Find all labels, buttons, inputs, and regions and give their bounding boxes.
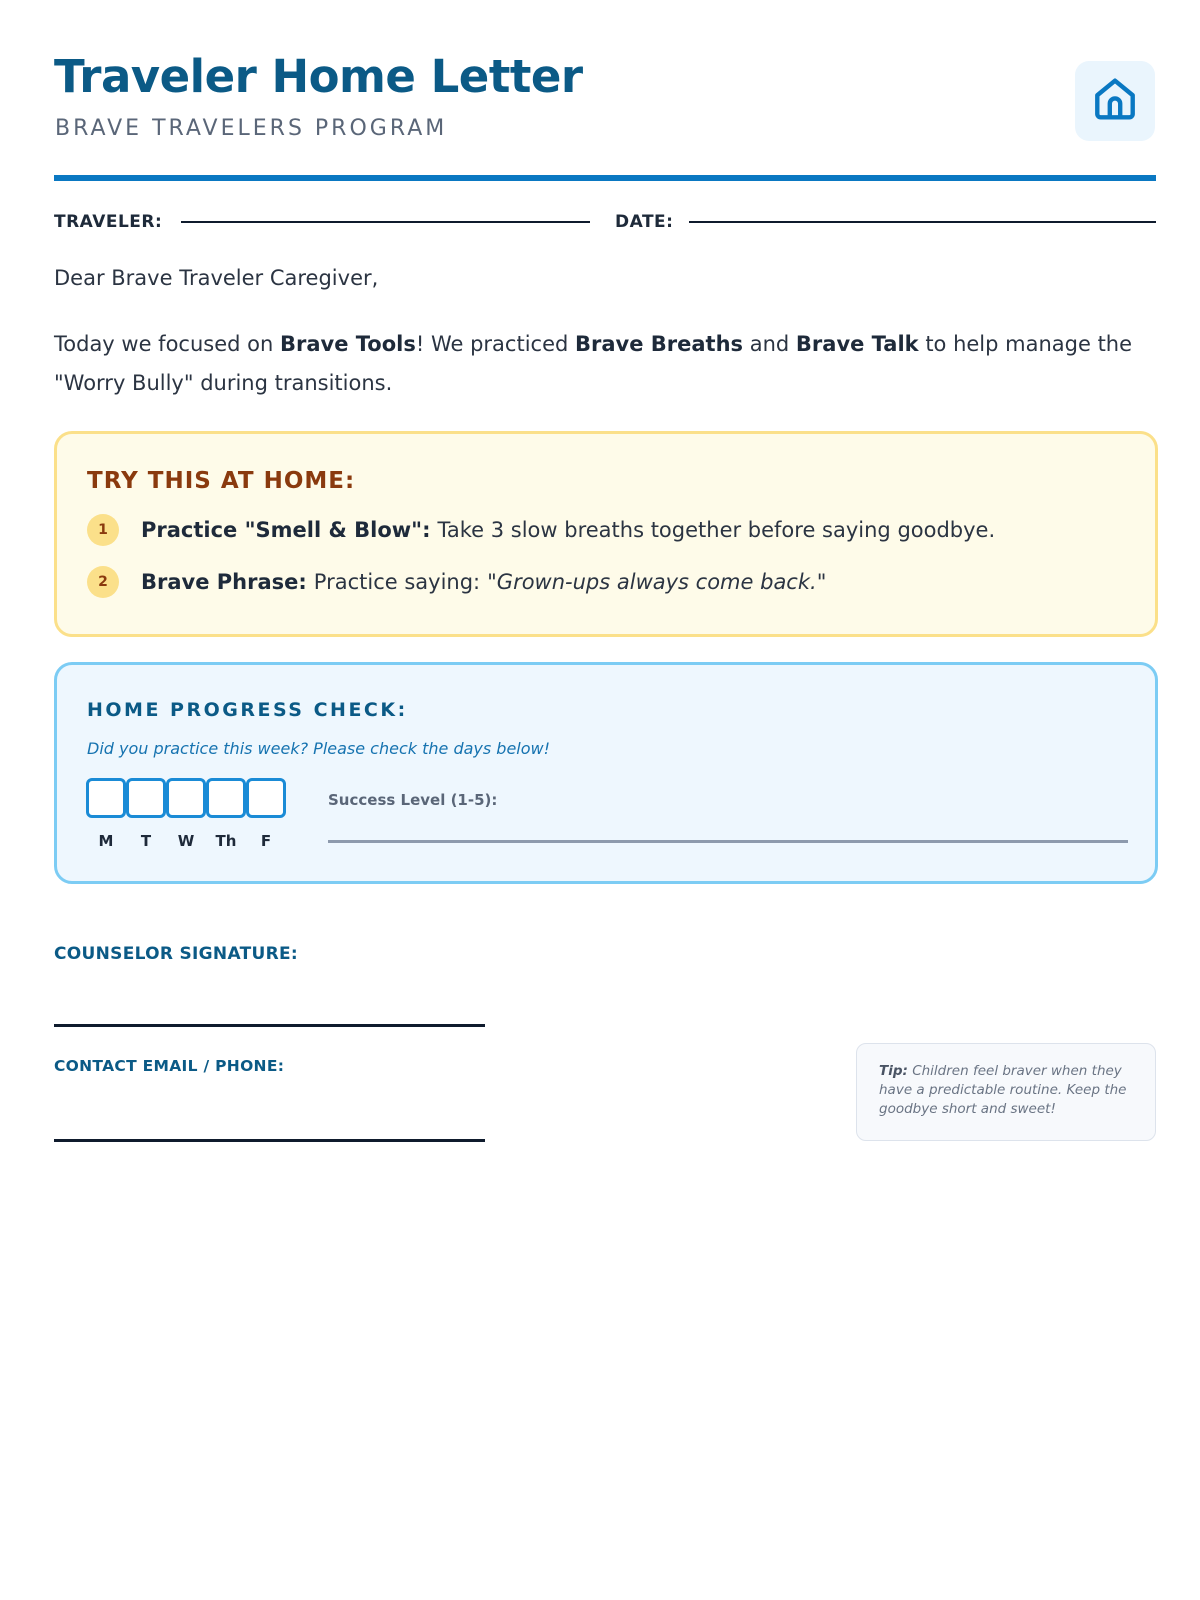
counselor-signature-field[interactable] xyxy=(54,1024,485,1027)
tip-box xyxy=(856,1043,1156,1141)
step-number-badge: 1 xyxy=(87,514,119,546)
day-checkbox[interactable] xyxy=(126,778,166,818)
day-thursday xyxy=(206,778,246,850)
step-number-badge: 2 xyxy=(87,566,119,598)
day-checkboxes xyxy=(86,778,286,850)
day-label: T xyxy=(140,832,152,850)
try-item xyxy=(87,514,995,546)
intro-paragraph: Today we focused on Brave Tools! We practiced Brave Breaths and Brave Talk to help manage the "Worry Bully" during transitions. xyxy=(54,332,1133,395)
day-label: Th xyxy=(215,832,237,850)
day-checkbox[interactable] xyxy=(246,778,286,818)
progress-check-title: HOME PROGRESS CHECK: xyxy=(87,699,408,721)
tip-label: Tip: xyxy=(879,1063,908,1079)
day-tuesday xyxy=(126,778,166,850)
home-icon xyxy=(1090,74,1140,128)
traveler-label: TRAVELER: xyxy=(54,212,163,232)
try-item-text: Practice saying: xyxy=(313,570,481,594)
try-item-text: Take 3 slow breaths together before saying goodbye. xyxy=(437,518,996,542)
page-title: Traveler Home Letter xyxy=(54,50,583,103)
brave-breaths-term: Brave Breaths xyxy=(575,332,744,356)
try-item xyxy=(87,566,826,598)
success-level-field[interactable] xyxy=(328,840,1128,843)
contact-field[interactable] xyxy=(54,1139,485,1142)
try-item-title: Brave Phrase: xyxy=(141,570,307,594)
day-checkbox[interactable] xyxy=(86,778,126,818)
day-monday xyxy=(86,778,126,850)
tip-text: Children feel braver when they have a predictable routine. Keep the goodbye short and sweet! xyxy=(879,1063,1127,1117)
day-wednesday xyxy=(166,778,206,850)
brave-phrase-quote: "Grown-ups always come back." xyxy=(487,570,827,594)
date-field[interactable] xyxy=(689,221,1156,223)
header-divider xyxy=(54,175,1156,181)
day-label: M xyxy=(98,832,114,850)
home-badge xyxy=(1075,61,1155,141)
program-subtitle: BRAVE TRAVELERS PROGRAM xyxy=(55,116,448,141)
try-at-home-box xyxy=(54,431,1158,637)
brave-tools-term: Brave Tools xyxy=(279,332,416,356)
day-checkbox[interactable] xyxy=(166,778,206,818)
day-label: W xyxy=(177,832,195,850)
try-at-home-title: TRY THIS AT HOME: xyxy=(87,468,356,494)
success-level-label: Success Level (1-5): xyxy=(328,791,498,809)
progress-check-box xyxy=(54,662,1158,884)
brave-talk-term: Brave Talk xyxy=(795,332,919,356)
counselor-signature-label: COUNSELOR SIGNATURE: xyxy=(54,944,298,964)
contact-label: CONTACT EMAIL / PHONE: xyxy=(54,1057,285,1075)
day-friday xyxy=(246,778,286,850)
day-label: F xyxy=(260,832,272,850)
traveler-field[interactable] xyxy=(181,221,590,223)
date-label: DATE: xyxy=(615,212,674,232)
try-item-title: Practice "Smell & Blow": xyxy=(141,518,431,542)
progress-check-instructions: Did you practice this week? Please check the days below! xyxy=(87,739,551,758)
salutation: Dear Brave Traveler Caregiver, xyxy=(54,266,379,290)
day-checkbox[interactable] xyxy=(206,778,246,818)
